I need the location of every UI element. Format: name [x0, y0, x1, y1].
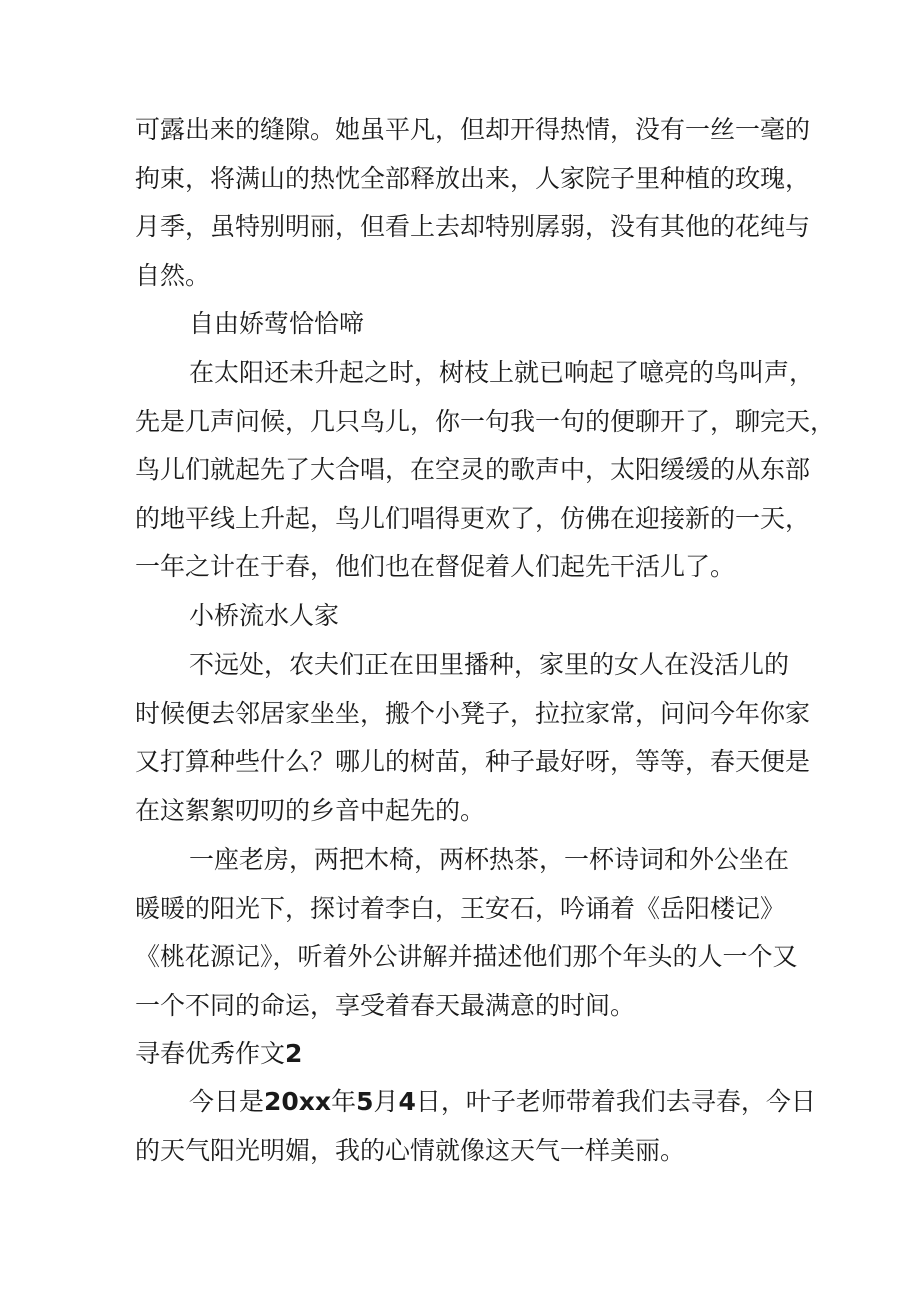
text-line: 一个不同的命运，享受着春天最满意的时间。	[135, 990, 636, 1020]
text-line: 一座老房，两把木椅，两杯热茶，一杯诗词和外公坐在	[189, 845, 790, 874]
text-line: 先是几声问候，几只鸟儿，你一句我一句的便聊开了，聊完天，	[135, 406, 836, 436]
text-line: 自然。	[135, 260, 211, 290]
date-month-unit: 月	[373, 1087, 399, 1116]
paragraph-farmers	[135, 641, 811, 835]
text-line: 暖暖的阳光下，探讨着李白，王安石，吟诵着《岳阳楼记》	[135, 893, 786, 923]
text-line: 一年之计在于春，他们也在督促着人们起先干活儿了。	[135, 552, 736, 581]
text-line: 不远处，农夫们正在田里播种，家里的女人在没活儿的	[189, 650, 790, 679]
date-month: 5	[356, 1087, 374, 1116]
date-prefix: 今日是	[189, 1087, 265, 1116]
paragraph-grandfather	[135, 836, 798, 1030]
text-line	[135, 1078, 816, 1127]
subtitle-bridge	[135, 592, 795, 641]
essay-heading	[135, 1030, 302, 1079]
text-line: 拘束，将满山的热忱全部释放出来，人家院子里种植的玫瑰，	[135, 163, 811, 193]
text-line: 在太阳还未升起之时，树枝上就已响起了噫亮的鸟叫声，	[189, 358, 815, 387]
heading-text: 寻春优秀作文	[135, 1039, 286, 1068]
text-line: 在这絮絮叨叨的乡音中起先的。	[135, 795, 486, 825]
text-line: 的地平线上升起，鸟儿们唱得更欢了，仿佛在迎接新的一天，	[135, 503, 811, 533]
heading-number: 2	[285, 1039, 303, 1068]
paragraph-flower-continuation	[135, 106, 811, 300]
text-line: 的天气阳光明媚，我的心情就像这天气一样美丽。	[135, 1135, 686, 1165]
text-line: 可露出来的缝隙。她虽平凡，但却开得热情，没有一丝一毫的	[135, 115, 811, 144]
date-year-unit: 年	[331, 1087, 357, 1116]
subtitle-text: 自由娇莺恰恰啼	[189, 309, 365, 338]
subtitle-text: 小桥流水人家	[189, 601, 340, 630]
text-line: 月季，虽特别明丽，但看上去却特别孱弱，没有其他的花纯与	[135, 212, 811, 241]
text-line: 《桃花源记》，听着外公讲解并描述他们那个年头的人一个又	[135, 942, 798, 971]
paragraph-date	[135, 1078, 816, 1175]
text-line: 时候便去邻居家坐坐，搬个小凳子，拉拉家常，问问今年你家	[135, 698, 811, 728]
text-line: 鸟儿们就起先了大合唱，在空灵的歌声中，太阳缓缓的从东部	[135, 455, 811, 484]
paragraph-birds	[135, 349, 836, 592]
text-line: 又打算种些什么？哪儿的树苗，种子最好呀，等等，春天便是	[135, 747, 811, 776]
date-day: 4	[398, 1087, 416, 1116]
date-year: 20xx	[264, 1087, 332, 1116]
subtitle-orioles	[135, 300, 795, 349]
date-rest: 日，叶子老师带着我们去寻春，今日	[415, 1087, 816, 1116]
